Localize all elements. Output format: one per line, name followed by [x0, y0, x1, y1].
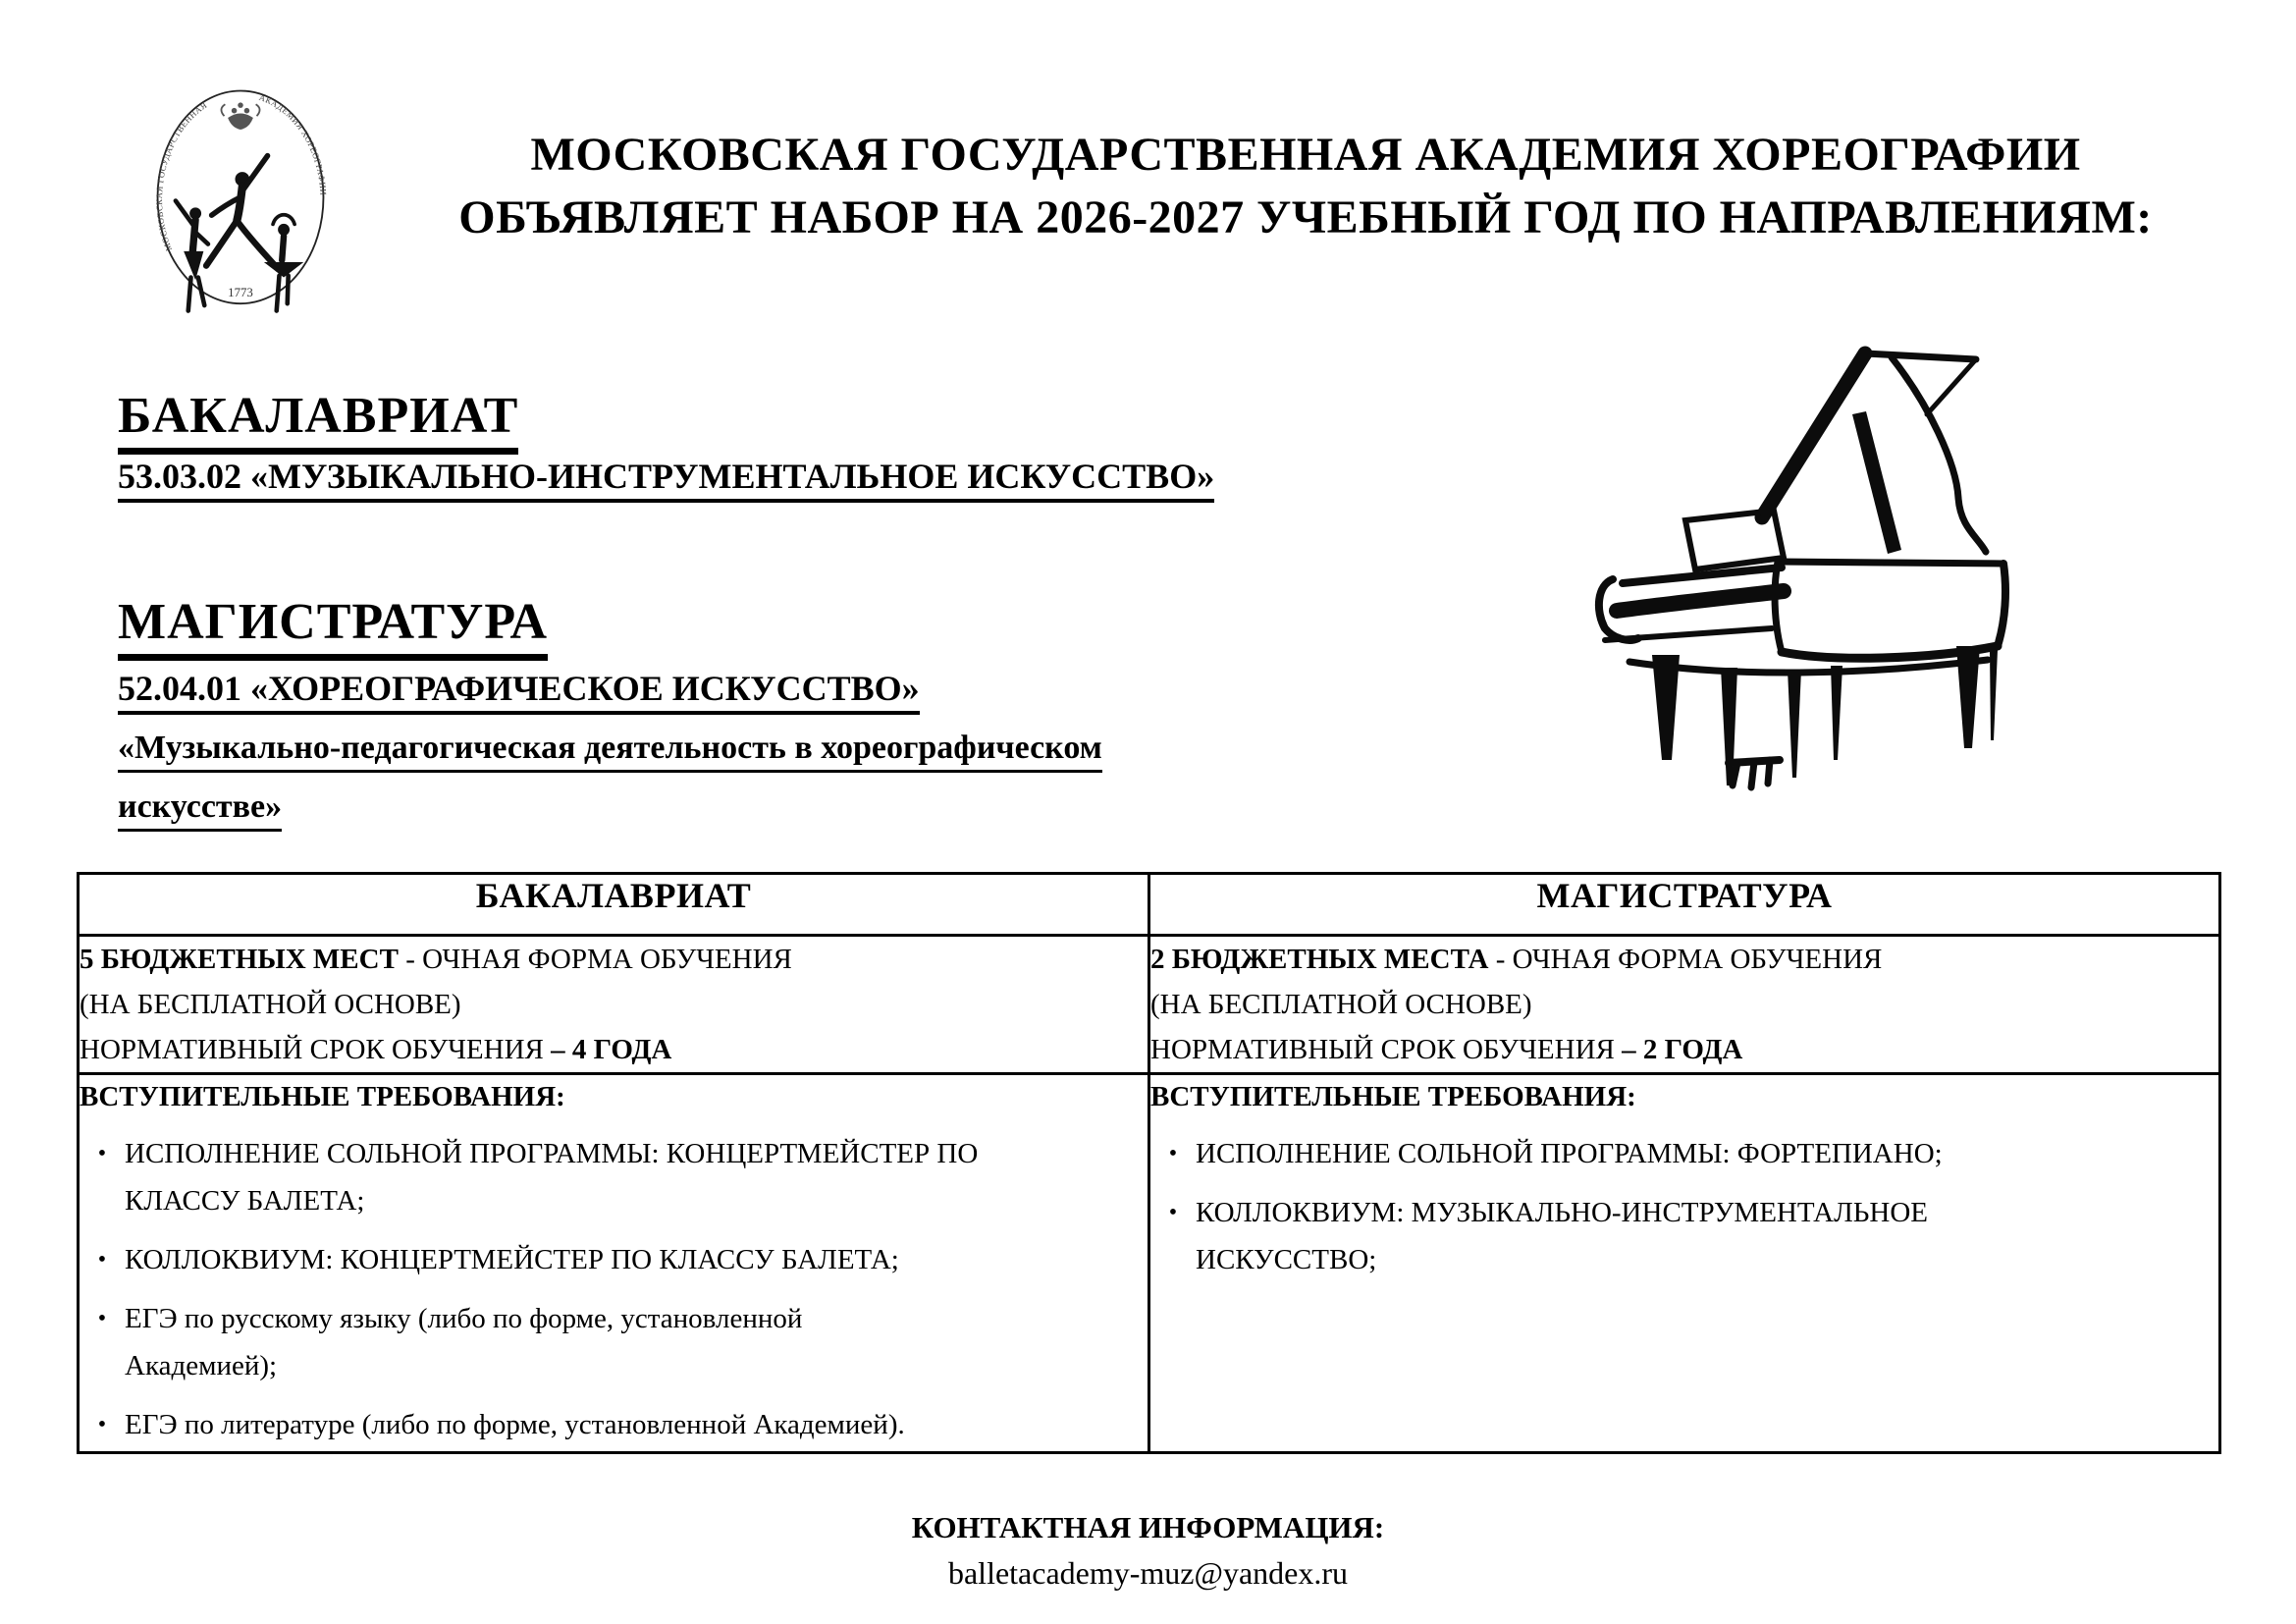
- master-profile-line1: «Музыкально-педагогическая деятельность в хореографическом: [118, 729, 1102, 773]
- master-term: НОРМАТИВНЫЙ СРОК ОБУЧЕНИЯ – 2 ГОДА: [1150, 1034, 1743, 1065]
- table-requirements-row: [79, 1074, 2220, 1453]
- bachelor-heading: БАКАЛАВРИАТ: [118, 389, 518, 455]
- requirement-text: ЕГЭ по литературе (либо по форме, установленной Академией).: [125, 1409, 905, 1440]
- master-requirements-title: ВСТУПИТЕЛЬНЫЕ ТРЕБОВАНИЯ:: [1150, 1081, 1636, 1112]
- list-item: [80, 1236, 1148, 1283]
- master-requirements-cell: [1149, 1074, 2220, 1453]
- requirement-text: ИСПОЛНЕНИЕ СОЛЬНОЙ ПРОГРАММЫ: ФОРТЕПИАНО;: [1196, 1138, 1943, 1169]
- bullet-icon: •: [1168, 1141, 1178, 1166]
- grand-piano-illustration: [1536, 316, 2076, 807]
- bullet-icon: •: [97, 1141, 107, 1166]
- logo-arc-text-left: МОСКОВСКАЯ ГОСУДАРСТВЕННАЯ: [154, 99, 209, 253]
- master-program: 52.04.01 «ХОРЕОГРАФИЧЕСКОЕ ИСКУССТВО»: [118, 668, 920, 715]
- admission-table: [77, 872, 2221, 1454]
- bachelor-program: 53.03.02 «МУЗЫКАЛЬНО-ИНСТРУМЕНТАЛЬНОЕ ИСКУССТВО»: [118, 456, 1214, 503]
- bachelor-places: 5 БЮДЖЕТНЫХ МЕСТ - ОЧНАЯ ФОРМА ОБУЧЕНИЯ: [80, 944, 792, 975]
- bachelor-term: НОРМАТИВНЫЙ СРОК ОБУЧЕНИЯ – 4 ГОДА: [80, 1034, 672, 1065]
- list-item: [80, 1401, 1148, 1448]
- table-info-row: [79, 936, 2220, 1074]
- bachelor-requirements-title: ВСТУПИТЕЛЬНЫЕ ТРЕБОВАНИЯ:: [80, 1081, 565, 1112]
- contact-info-title: КОНТАКТНАЯ ИНФОРМАЦИЯ:: [911, 1510, 1385, 1544]
- contact-email: balletacademy-muz@yandex.ru: [947, 1555, 1349, 1591]
- list-item: [80, 1130, 1148, 1224]
- requirement-text: ИСПОЛНЕНИЕ СОЛЬНОЙ ПРОГРАММЫ: КОНЦЕРТМЕЙСТЕР ПО КЛАССУ БАЛЕТА;: [125, 1138, 979, 1217]
- table-header-bachelor: БАКАЛАВРИАТ: [79, 874, 1149, 936]
- table-header-row: [79, 874, 2220, 936]
- requirement-text: ЕГЭ по русскому языку (либо по форме, установленной Академией);: [125, 1303, 803, 1381]
- page-title: [348, 124, 2263, 249]
- master-places: 2 БЮДЖЕТНЫХ МЕСТА - ОЧНАЯ ФОРМА ОБУЧЕНИЯ: [1150, 944, 1883, 975]
- bachelor-info-cell: [79, 936, 1149, 1074]
- master-info-cell: [1149, 936, 2220, 1074]
- list-item: [1150, 1130, 2218, 1177]
- requirement-text: КОЛЛОКВИУМ: МУЗЫКАЛЬНО-ИНСТРУМЕНТАЛЬНОЕ ИСКУССТВО;: [1196, 1197, 1929, 1275]
- bullet-icon: •: [97, 1306, 107, 1331]
- table-header-master: МАГИСТРАТУРА: [1149, 874, 2220, 936]
- bachelor-requirements-cell: [79, 1074, 1149, 1453]
- master-heading: МАГИСТРАТУРА: [118, 595, 548, 661]
- list-item: [80, 1295, 1148, 1389]
- bullet-icon: •: [97, 1412, 107, 1437]
- requirement-text: КОЛЛОКВИУМ: КОНЦЕРТМЕЙСТЕР ПО КЛАССУ БАЛЕТА;: [125, 1244, 899, 1275]
- logo-year: 1773: [228, 285, 253, 299]
- bullet-icon: •: [1168, 1200, 1178, 1225]
- logo-arc-text-right: АКАДЕМИЯ ХОРЕОГРАФИИ: [257, 92, 329, 196]
- bachelor-basis: (НА БЕСПЛАТНОЙ ОСНОВЕ): [80, 989, 461, 1020]
- list-item: [1150, 1189, 2218, 1283]
- master-basis: (НА БЕСПЛАТНОЙ ОСНОВЕ): [1150, 989, 1532, 1020]
- page-title-line1: МОСКОВСКАЯ ГОСУДАРСТВЕННАЯ АКАДЕМИЯ ХОРЕОГРАФИИ: [530, 129, 2081, 181]
- page-title-line2: ОБЪЯВЛЯЕТ НАБОР НА 2026-2027 УЧЕБНЫЙ ГОД ПО НАПРАВЛЕНИЯМ:: [458, 191, 2153, 244]
- master-profile-line2: искусстве»: [118, 787, 282, 832]
- academy-logo: [141, 69, 340, 322]
- bullet-icon: •: [97, 1247, 107, 1272]
